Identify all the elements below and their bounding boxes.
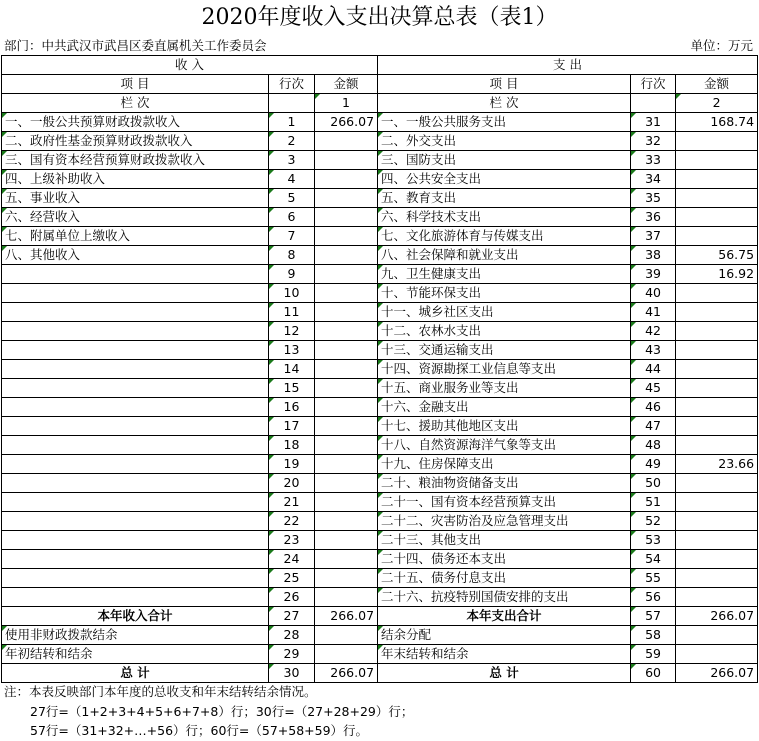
expense-line-no: 38 bbox=[631, 246, 676, 265]
income-total-item: 本年收入合计 bbox=[2, 607, 269, 626]
income-item: 二、政府性基金预算财政拨款收入 bbox=[2, 132, 269, 151]
income-item bbox=[2, 303, 269, 322]
income-line-no: 16 bbox=[269, 398, 315, 417]
footnote-line: 注：本表反映部门本年度的总收支和年末结转结余情况。 bbox=[4, 684, 317, 699]
income-amount bbox=[315, 208, 378, 227]
footnote-line: 57行=（31+32+…+56）行；60行=（57+58+59）行。 bbox=[30, 723, 369, 738]
expense-line-no: 35 bbox=[631, 189, 676, 208]
expense-line-blank bbox=[631, 94, 676, 113]
expense-line-no: 40 bbox=[631, 284, 676, 303]
expense-total-amount bbox=[676, 626, 758, 645]
income-amount bbox=[315, 341, 378, 360]
expense-amount bbox=[676, 227, 758, 246]
table-row bbox=[2, 341, 758, 360]
expense-amount bbox=[676, 379, 758, 398]
expense-amount bbox=[676, 531, 758, 550]
income-amount bbox=[315, 493, 378, 512]
expense-item: 十九、住房保障支出 bbox=[378, 455, 631, 474]
expense-column-number: 2 bbox=[676, 94, 758, 113]
income-item bbox=[2, 398, 269, 417]
report-title: 2020年度收入支出决算总表（表1） bbox=[201, 5, 558, 30]
income-item bbox=[2, 417, 269, 436]
expense-item: 二、外交支出 bbox=[378, 132, 631, 151]
table-row bbox=[2, 284, 758, 303]
income-amount-header: 金额 bbox=[315, 75, 378, 94]
expense-line-no: 52 bbox=[631, 512, 676, 531]
expense-total-item: 总 计 bbox=[378, 664, 631, 683]
income-amount bbox=[315, 588, 378, 607]
income-section-header: 收 入 bbox=[2, 56, 378, 75]
income-amount bbox=[315, 474, 378, 493]
expense-item: 十一、城乡社区支出 bbox=[378, 303, 631, 322]
header-row-column-index bbox=[2, 94, 758, 113]
income-total-item: 总 计 bbox=[2, 664, 269, 683]
income-amount bbox=[315, 455, 378, 474]
expense-item: 五、教育支出 bbox=[378, 189, 631, 208]
income-item: 七、附属单位上缴收入 bbox=[2, 227, 269, 246]
income-amount bbox=[315, 284, 378, 303]
table-row bbox=[2, 417, 758, 436]
table-row bbox=[2, 569, 758, 588]
income-amount bbox=[315, 550, 378, 569]
header-row-columns bbox=[2, 75, 758, 94]
expense-item: 十八、自然资源海洋气象等支出 bbox=[378, 436, 631, 455]
table-row bbox=[2, 588, 758, 607]
expense-amount bbox=[676, 208, 758, 227]
expense-amount bbox=[676, 303, 758, 322]
income-item: 三、国有资本经营预算财政拨款收入 bbox=[2, 151, 269, 170]
income-amount bbox=[315, 531, 378, 550]
footnote-line: 27行=（1+2+3+4+5+6+7+8）行；30行=（27+28+29）行； bbox=[30, 704, 414, 719]
income-amount bbox=[315, 227, 378, 246]
income-line-no: 18 bbox=[269, 436, 315, 455]
income-item bbox=[2, 284, 269, 303]
income-amount bbox=[315, 398, 378, 417]
expense-total-line-no: 57 bbox=[631, 607, 676, 626]
expense-line-header: 行次 bbox=[631, 75, 676, 94]
income-item bbox=[2, 436, 269, 455]
income-amount: 266.07 bbox=[315, 113, 378, 132]
income-column-label: 栏 次 bbox=[2, 94, 269, 113]
expense-line-no: 53 bbox=[631, 531, 676, 550]
expense-amount bbox=[676, 398, 758, 417]
income-total-item: 使用非财政拨款结余 bbox=[2, 626, 269, 645]
expense-line-no: 51 bbox=[631, 493, 676, 512]
income-item: 一、一般公共预算财政拨款收入 bbox=[2, 113, 269, 132]
income-amount bbox=[315, 246, 378, 265]
income-item bbox=[2, 341, 269, 360]
income-amount bbox=[315, 303, 378, 322]
expense-amount bbox=[676, 132, 758, 151]
expense-line-no: 44 bbox=[631, 360, 676, 379]
expense-item: 十五、商业服务业等支出 bbox=[378, 379, 631, 398]
expense-item: 四、公共安全支出 bbox=[378, 170, 631, 189]
income-total-amount: 266.07 bbox=[315, 664, 378, 683]
table-row bbox=[2, 227, 758, 246]
expense-amount bbox=[676, 512, 758, 531]
total-row bbox=[2, 645, 758, 664]
expense-line-no: 37 bbox=[631, 227, 676, 246]
expense-amount bbox=[676, 569, 758, 588]
income-item bbox=[2, 550, 269, 569]
header-row-section bbox=[2, 56, 758, 75]
income-amount bbox=[315, 151, 378, 170]
table-row bbox=[2, 132, 758, 151]
expense-line-no: 39 bbox=[631, 265, 676, 284]
income-amount bbox=[315, 512, 378, 531]
expense-line-no: 33 bbox=[631, 151, 676, 170]
table-row bbox=[2, 208, 758, 227]
expense-item: 十二、农林水支出 bbox=[378, 322, 631, 341]
expense-item: 十四、资源勘探工业信息等支出 bbox=[378, 360, 631, 379]
expense-item-header: 项 目 bbox=[378, 75, 631, 94]
expense-amount bbox=[676, 436, 758, 455]
income-item: 六、经营收入 bbox=[2, 208, 269, 227]
expense-line-no: 32 bbox=[631, 132, 676, 151]
table-row bbox=[2, 246, 758, 265]
expense-item: 二十一、国有资本经营预算支出 bbox=[378, 493, 631, 512]
income-item bbox=[2, 512, 269, 531]
income-amount bbox=[315, 322, 378, 341]
expense-line-no: 41 bbox=[631, 303, 676, 322]
table-row bbox=[2, 322, 758, 341]
expense-item: 七、文化旅游体育与传媒支出 bbox=[378, 227, 631, 246]
expense-line-no: 48 bbox=[631, 436, 676, 455]
expense-line-no: 49 bbox=[631, 455, 676, 474]
expense-amount: 168.74 bbox=[676, 113, 758, 132]
income-line-no: 22 bbox=[269, 512, 315, 531]
total-row bbox=[2, 664, 758, 683]
expense-item: 三、国防支出 bbox=[378, 151, 631, 170]
income-total-line-no: 27 bbox=[269, 607, 315, 626]
expense-line-no: 55 bbox=[631, 569, 676, 588]
total-row bbox=[2, 626, 758, 645]
unit-label: 单位：万元 bbox=[690, 38, 753, 53]
expense-amount bbox=[676, 170, 758, 189]
expense-total-item: 本年支出合计 bbox=[378, 607, 631, 626]
department-label: 部门：中共武汉市武昌区委直属机关工作委员会 bbox=[4, 38, 267, 53]
table-row bbox=[2, 303, 758, 322]
expense-total-line-no: 59 bbox=[631, 645, 676, 664]
income-item bbox=[2, 322, 269, 341]
expense-item: 十、节能环保支出 bbox=[378, 284, 631, 303]
expense-total-item: 结余分配 bbox=[378, 626, 631, 645]
expense-amount bbox=[676, 322, 758, 341]
table-row bbox=[2, 512, 758, 531]
expense-column-label: 栏 次 bbox=[378, 94, 631, 113]
income-total-amount bbox=[315, 645, 378, 664]
income-line-no: 6 bbox=[269, 208, 315, 227]
expense-amount: 56.75 bbox=[676, 246, 758, 265]
income-amount bbox=[315, 417, 378, 436]
income-line-blank bbox=[269, 94, 315, 113]
expense-item: 九、卫生健康支出 bbox=[378, 265, 631, 284]
income-line-no: 10 bbox=[269, 284, 315, 303]
expense-total-amount bbox=[676, 645, 758, 664]
income-line-no: 2 bbox=[269, 132, 315, 151]
table-row bbox=[2, 360, 758, 379]
table-row bbox=[2, 151, 758, 170]
table-row bbox=[2, 436, 758, 455]
expense-amount: 16.92 bbox=[676, 265, 758, 284]
income-item bbox=[2, 474, 269, 493]
income-item: 八、其他收入 bbox=[2, 246, 269, 265]
income-line-no: 24 bbox=[269, 550, 315, 569]
expense-amount bbox=[676, 189, 758, 208]
income-line-no: 3 bbox=[269, 151, 315, 170]
income-line-no: 8 bbox=[269, 246, 315, 265]
expense-amount bbox=[676, 588, 758, 607]
expense-item: 二十二、灾害防治及应急管理支出 bbox=[378, 512, 631, 531]
expense-item: 十六、金融支出 bbox=[378, 398, 631, 417]
income-line-no: 15 bbox=[269, 379, 315, 398]
income-line-no: 14 bbox=[269, 360, 315, 379]
income-line-no: 7 bbox=[269, 227, 315, 246]
income-line-no: 11 bbox=[269, 303, 315, 322]
expense-amount bbox=[676, 360, 758, 379]
expense-line-no: 50 bbox=[631, 474, 676, 493]
expense-item: 二十四、债务还本支出 bbox=[378, 550, 631, 569]
income-item-header: 项 目 bbox=[2, 75, 269, 94]
expense-total-amount: 266.07 bbox=[676, 664, 758, 683]
income-amount bbox=[315, 170, 378, 189]
income-amount bbox=[315, 569, 378, 588]
expense-line-no: 34 bbox=[631, 170, 676, 189]
income-item bbox=[2, 265, 269, 284]
income-line-no: 13 bbox=[269, 341, 315, 360]
income-item: 四、上级补助收入 bbox=[2, 170, 269, 189]
income-item bbox=[2, 569, 269, 588]
expense-line-no: 56 bbox=[631, 588, 676, 607]
income-line-no: 26 bbox=[269, 588, 315, 607]
income-item bbox=[2, 588, 269, 607]
expense-amount bbox=[676, 151, 758, 170]
expense-line-no: 47 bbox=[631, 417, 676, 436]
expense-amount bbox=[676, 284, 758, 303]
table-row bbox=[2, 531, 758, 550]
table-row bbox=[2, 379, 758, 398]
expense-total-item: 年末结转和结余 bbox=[378, 645, 631, 664]
expense-line-no: 45 bbox=[631, 379, 676, 398]
expense-item: 六、科学技术支出 bbox=[378, 208, 631, 227]
income-line-no: 25 bbox=[269, 569, 315, 588]
expense-item: 一、一般公共服务支出 bbox=[378, 113, 631, 132]
expense-section-header: 支 出 bbox=[378, 56, 758, 75]
expense-amount bbox=[676, 417, 758, 436]
table-row bbox=[2, 398, 758, 417]
expense-amount bbox=[676, 493, 758, 512]
expense-amount bbox=[676, 341, 758, 360]
income-total-line-no: 30 bbox=[269, 664, 315, 683]
income-line-no: 1 bbox=[269, 113, 315, 132]
income-line-no: 20 bbox=[269, 474, 315, 493]
expense-line-no: 36 bbox=[631, 208, 676, 227]
expense-line-no: 43 bbox=[631, 341, 676, 360]
income-line-no: 19 bbox=[269, 455, 315, 474]
table-row bbox=[2, 189, 758, 208]
expense-line-no: 46 bbox=[631, 398, 676, 417]
expense-line-no: 31 bbox=[631, 113, 676, 132]
income-line-no: 9 bbox=[269, 265, 315, 284]
income-line-no: 12 bbox=[269, 322, 315, 341]
income-column-number: 1 bbox=[315, 94, 378, 113]
expense-amount: 23.66 bbox=[676, 455, 758, 474]
budget-table bbox=[1, 55, 758, 683]
income-amount bbox=[315, 379, 378, 398]
table-row bbox=[2, 170, 758, 189]
expense-item: 八、社会保障和就业支出 bbox=[378, 246, 631, 265]
expense-item: 二十五、债务付息支出 bbox=[378, 569, 631, 588]
income-amount bbox=[315, 132, 378, 151]
expense-total-line-no: 60 bbox=[631, 664, 676, 683]
income-item bbox=[2, 360, 269, 379]
table-row bbox=[2, 474, 758, 493]
total-row bbox=[2, 607, 758, 626]
table-row bbox=[2, 455, 758, 474]
income-amount bbox=[315, 265, 378, 284]
table-row bbox=[2, 493, 758, 512]
table-row bbox=[2, 113, 758, 132]
income-total-line-no: 29 bbox=[269, 645, 315, 664]
expense-amount-header: 金额 bbox=[676, 75, 758, 94]
income-item bbox=[2, 455, 269, 474]
income-total-amount: 266.07 bbox=[315, 607, 378, 626]
expense-item: 二十六、抗疫特别国债安排的支出 bbox=[378, 588, 631, 607]
expense-item: 二十、粮油物资储备支出 bbox=[378, 474, 631, 493]
income-item: 五、事业收入 bbox=[2, 189, 269, 208]
income-item bbox=[2, 379, 269, 398]
expense-total-line-no: 58 bbox=[631, 626, 676, 645]
expense-item: 十七、援助其他地区支出 bbox=[378, 417, 631, 436]
income-total-item: 年初结转和结余 bbox=[2, 645, 269, 664]
income-line-header: 行次 bbox=[269, 75, 315, 94]
income-item bbox=[2, 493, 269, 512]
table-row bbox=[2, 265, 758, 284]
expense-item: 二十三、其他支出 bbox=[378, 531, 631, 550]
expense-amount bbox=[676, 474, 758, 493]
income-line-no: 21 bbox=[269, 493, 315, 512]
income-line-no: 5 bbox=[269, 189, 315, 208]
expense-line-no: 42 bbox=[631, 322, 676, 341]
expense-amount bbox=[676, 550, 758, 569]
income-amount bbox=[315, 360, 378, 379]
expense-total-amount: 266.07 bbox=[676, 607, 758, 626]
income-total-line-no: 28 bbox=[269, 626, 315, 645]
income-line-no: 4 bbox=[269, 170, 315, 189]
income-line-no: 23 bbox=[269, 531, 315, 550]
income-amount bbox=[315, 436, 378, 455]
expense-item: 十三、交通运输支出 bbox=[378, 341, 631, 360]
income-line-no: 17 bbox=[269, 417, 315, 436]
income-total-amount bbox=[315, 626, 378, 645]
income-item bbox=[2, 531, 269, 550]
income-amount bbox=[315, 189, 378, 208]
table-row bbox=[2, 550, 758, 569]
expense-line-no: 54 bbox=[631, 550, 676, 569]
